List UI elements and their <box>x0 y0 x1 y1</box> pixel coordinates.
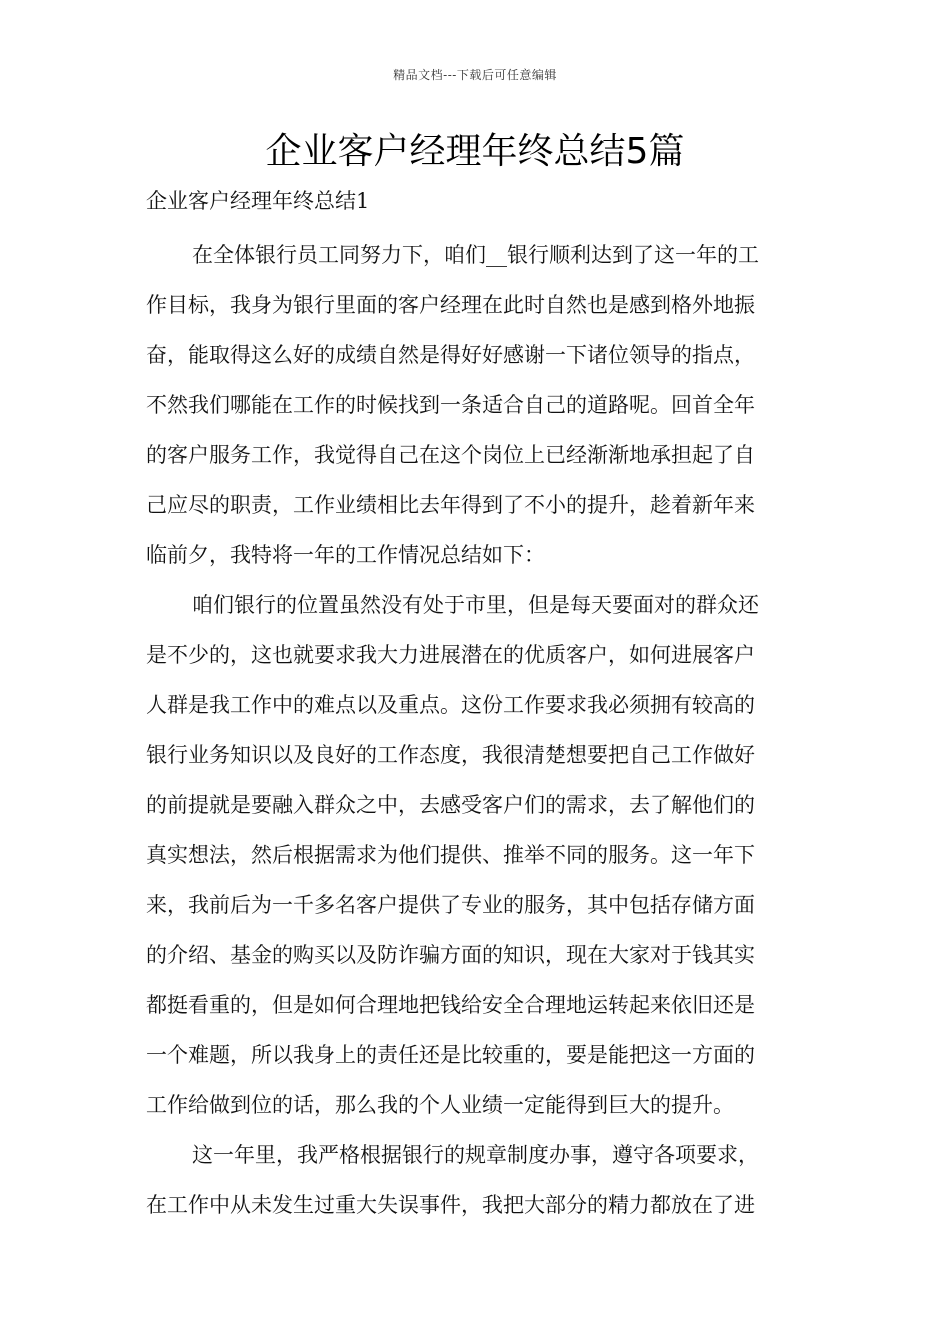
body-text <box>146 230 806 1230</box>
paragraph: 这一年里，我严格根据银行的规章制度办事，遵守各项要求， 在工作中从未发生过重大失误事件，我把大部分的精力都放在了进 <box>146 1143 759 1217</box>
header-note: 精品文档---下载后可任意编辑 <box>393 68 557 82</box>
document-title: 企业客户经理年终总结5篇 <box>265 131 685 172</box>
section-heading: 企业客户经理年终总结1 <box>146 189 370 213</box>
paragraph: 咱们银行的位置虽然没有处于市里，但是每天要面对的群众还 是不少的，这也就要求我大力进展潜在的优质客户，如何进展客户 人群是我工作中的难点以及重点。这份工作要求我必须拥有较高的 银行业务知识以及良好的工作态度，我很清楚想要把自己工作做好 的前提就是要融入群众之中，去感受客户们的需求，去了解他们的 真实想法，然后根据需求为他们提供、推举不同的服务。这一年下 来，我前后为一千多名客户提供了专业的服务，其中包括存储方面 的介绍、基金的购买以及防诈骗方面的知识，现在大家对于钱其实 都挺看重的，但是如何合理地把钱给安全合理地运转起来依旧还是 一个难题，所以我身上的责任还是比较重的，要是能把这一方面的 工作给做到位的话，那么我的个人业绩一定能得到巨大的提升。 <box>146 593 759 1117</box>
paragraph: 在全体银行员工同努力下，咱们__银行顺利达到了这一年的工 作目标，我身为银行里面的客户经理在此时自然也是感到格外地振 奋，能取得这么好的成绩自然是得好好感谢一下诸位领导的指点， 不然我们哪能在工作的时候找到一条适合自己的道路呢。回首全年 的客户服务工作，我觉得自己在这个岗位上已经渐渐地承担起了自 己应尽的职责，工作业绩相比去年得到了不小的提升，趁着新年来 临前夕，我特将一年的工作情况总结如下： <box>146 243 759 567</box>
